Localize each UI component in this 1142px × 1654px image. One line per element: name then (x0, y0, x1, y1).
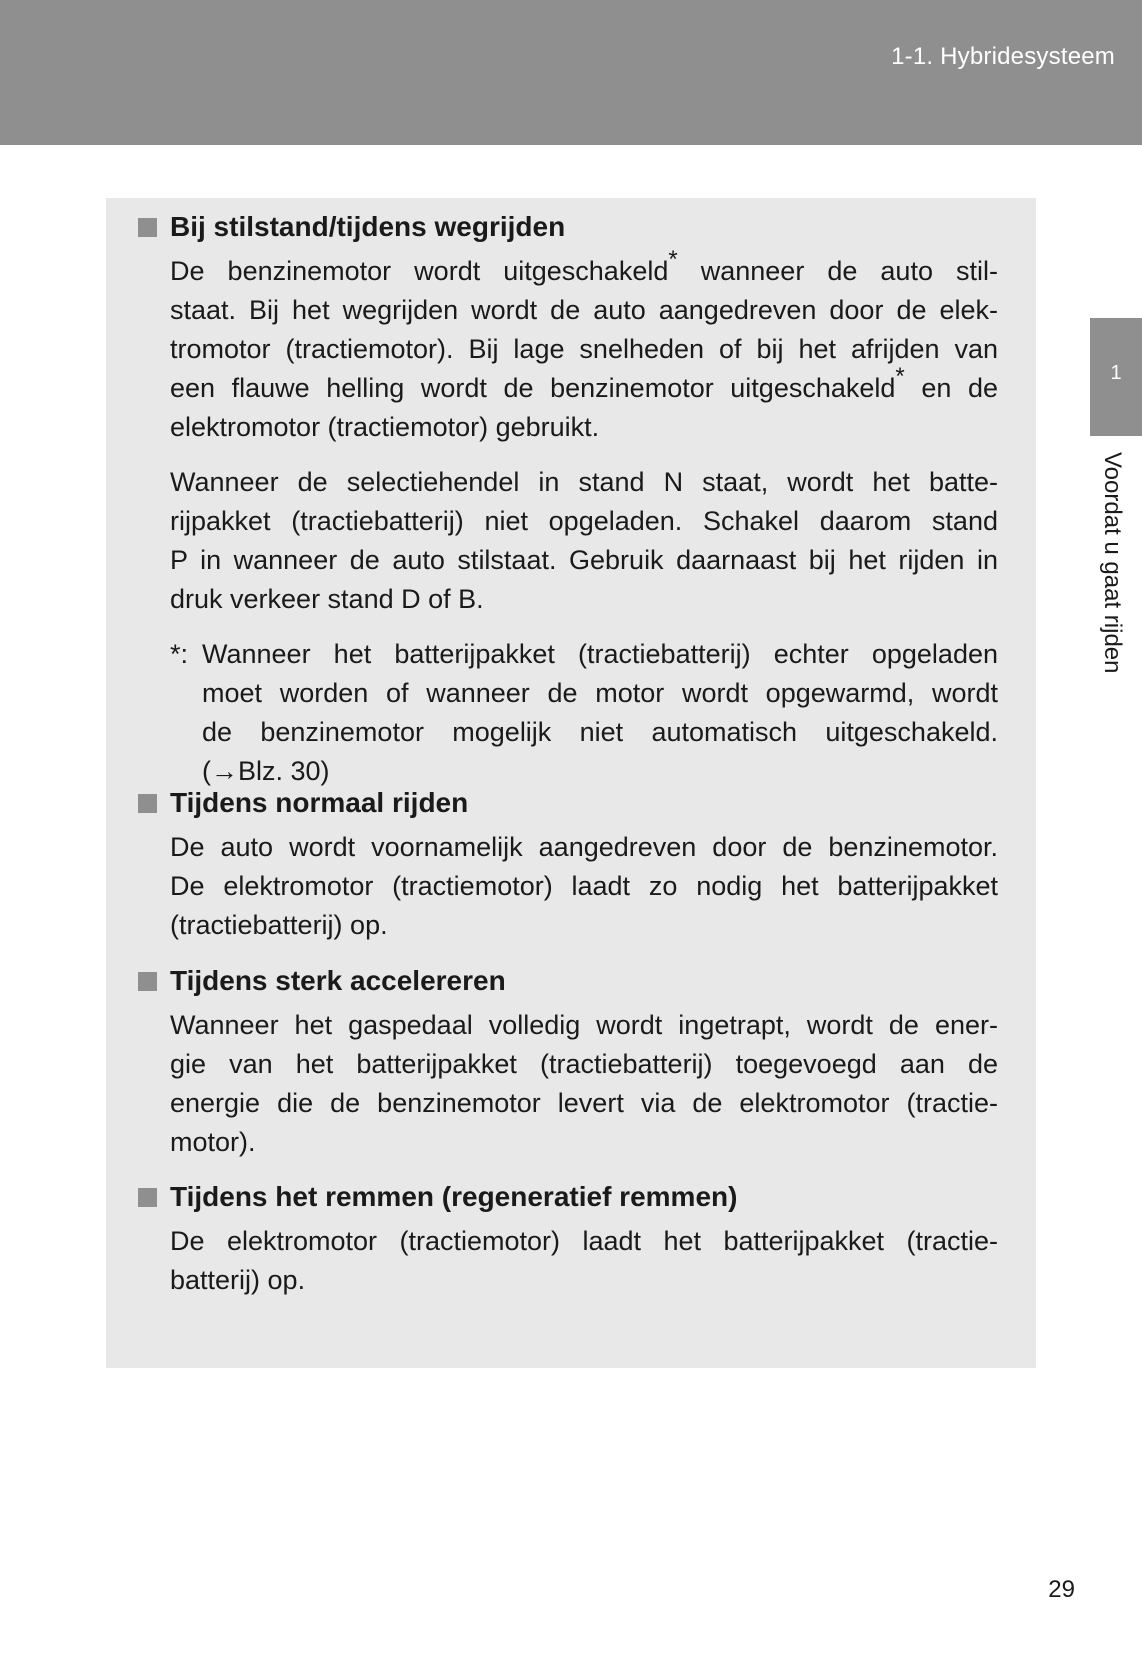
paragraph: De benzinemotor wordt uitgeschakeld* wanneer de auto stil- staat. Bij het wegrijden wordt de auto aangedreven door de elek- tromotor (tractiemotor). Bij lage snelheden of bij het afrijden van een flauwe helling wordt de benzinemotor uitgeschakeld* en de elektromotor (tractiemotor) gebruikt. (170, 246, 998, 442)
paragraph: De elektromotor (tractiemotor) laadt het batterijpakket (tractie- batterij) op. (170, 1226, 998, 1295)
chapter-title: 1-1. Hybridesysteem (891, 43, 1115, 70)
section-heading: Tijdens sterk accelereren (138, 964, 998, 998)
chapter-tab (1090, 318, 1142, 436)
footnote: *: Wanneer het batterijpakket (tractiebatterij) echter opgeladen moet worden of wanneer de motor wordt opgewarmd, wordt de benzinemotor mogelijk niet automatisch uitgeschakeld. (→Blz. 30) (170, 635, 998, 791)
footnote-mark: *: (170, 639, 189, 669)
square-bullet-icon (138, 218, 157, 237)
asterisk-mark: * (895, 363, 905, 390)
page-header (0, 0, 1142, 145)
square-bullet-icon (138, 794, 157, 813)
section-heading: Tijdens het remmen (regeneratief remmen) (138, 1180, 998, 1214)
paragraph: Wanneer de selectiehendel in stand N staat, wordt het batte- rijpakket (tractiebatterij) niet opgeladen. Schakel daarom stand P in wanneer de auto stilstaat. Gebruik daarnaast bij het rijden in druk verkeer stand D of B. (170, 467, 998, 614)
page-reference: (→Blz. 30) (202, 756, 330, 786)
paragraph: De auto wordt voornamelijk aangedreven door de benzinemotor. De elektromotor (tractiemotor) laadt zo nodig het batterijpakket (tractiebatterij) op. (170, 832, 998, 940)
section-strong-acceleration (138, 964, 998, 1162)
square-bullet-icon (138, 1188, 157, 1207)
content-panel (106, 198, 1036, 1368)
paragraph: Wanneer het gaspedaal volledig wordt ingetrapt, wordt de ener- gie van het batterijpakket (tractiebatterij) toegevoegd aan de energie die de benzinemotor levert via de elektromotor (tractie- motor). (170, 1010, 998, 1157)
square-bullet-icon (138, 972, 157, 991)
section-braking (138, 1180, 998, 1300)
section-normal-driving (138, 786, 998, 945)
section-heading: Bij stilstand/tijdens wegrijden (138, 210, 998, 244)
section-standstill (138, 210, 998, 791)
page-number: 29 (1048, 1576, 1075, 1603)
section-heading: Tijdens normaal rijden (138, 786, 998, 820)
chapter-side-label: Voordat u gaat rijden (1099, 452, 1126, 674)
asterisk-mark: * (668, 246, 678, 273)
chapter-number: 1 (1110, 362, 1122, 384)
